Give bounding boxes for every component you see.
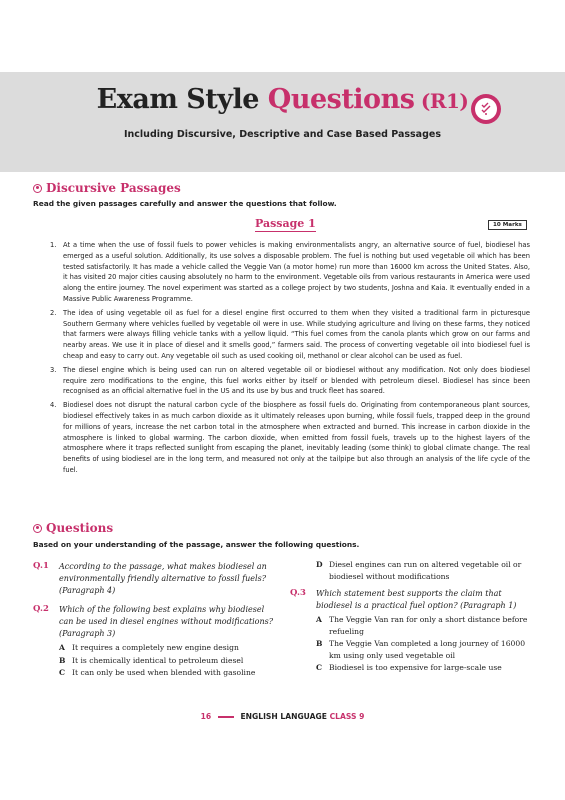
questions-left-column	[33, 561, 278, 685]
question-number: Q.1	[33, 561, 49, 571]
questions-heading-text: Questions	[46, 521, 114, 535]
passage-paragraphs	[48, 240, 530, 479]
question-text: Which statement best supports the claim that biodiesel is a practical fuel option? (Paragraph 1)	[316, 589, 517, 611]
paragraph-text: At a time when the use of fossil fuels to power vehicles is making environmentalists angry, an alternative source of fuel, biodiesel has emerged as a useful solution. Additionally, its use solves a disposable problem. The fuel is nothing but used vegetable oil which has been tested satisfactorily. It has made a vehicle called the Veggie Van (a motor home) run more than 16000 km across the United States. Also, it has visited 20 major cities causing absolutely no harm to the environment. Vegetable oils from various restaurants in America were used along the entire journey. The novel experiment was started as a college project by two students, Joshna and Kaia. It eventually ended in a Massive Public Awareness Programme.	[63, 241, 530, 303]
question-item	[33, 561, 278, 598]
question-text: According to the passage, what makes biodiesel an environmentally friendly alternative to fossil fuels? (Paragraph 4)	[59, 562, 267, 596]
option-c	[59, 667, 278, 679]
option-list	[59, 642, 278, 679]
paragraph-text: Biodiesel does not disrupt the natural carbon cycle of the biosphere as fossil fuels do. Originating from contemporaneous plant sources, biodiesel effectively takes in as much carbon dioxide as it ultimately releases upon burning, while fossil fuels, trapped deep in the ground for millions of years, increase the net carbon total in the atmosphere when extracted and burned. This increase in carbon dioxide in the atmosphere is linked to global warming. The carbon dioxide, when emitted from fossil fuels, travels up to the highest layers of the atmosphere where it traps reflected sunlight from escaping the planet, inevitably leading (some think) to global climate change. The real benefits of using biodiesel are in the long term, and measured not only at the tailpipe but also through an analysis of the life cycle of the fuel.	[63, 401, 530, 474]
option-text: The Veggie Van ran for only a short distance before refueling	[329, 615, 528, 636]
footer-subject: ENGLISH LANGUAGE	[240, 712, 327, 721]
option-text: Diesel engines can run on altered vegetable oil or biodiesel without modifications	[329, 560, 522, 581]
questions-heading	[33, 521, 113, 535]
paragraph	[48, 240, 530, 305]
option-letter: A	[316, 615, 322, 625]
option-c	[316, 662, 535, 674]
section-bullet-icon	[33, 184, 42, 193]
option-letter: D	[316, 560, 323, 569]
option-b	[316, 638, 535, 661]
option-text: The Veggie Van completed a long journey of 16000 km using only used vegetable oil	[329, 639, 526, 660]
questions-right-column	[290, 557, 535, 680]
option-a	[316, 614, 535, 637]
question-item	[33, 604, 278, 679]
option-b	[59, 655, 278, 667]
option-letter: A	[59, 643, 65, 653]
paragraph-text: The idea of using vegetable oil as fuel for a diesel engine first occurred to them when they visited a traditional farm in picturesque Southern Germany where vehicles fuelled by vegetable oil were in use. While studying agriculture and living on these farms, they noticed that farmers were always filling vehicle tanks with a yellow liquid. “This fuel comes from the canola plants which grow on our farms and nearby areas. We use it in place of diesel and it smells good,” farmers said. The process of converting vegetable oil into biodiesel fuel is cheap and easy to carry out. Any vegetable oil such as used cooking oil, methanol or clear alcohol can be used as fuel.	[63, 308, 530, 360]
option-text: It is chemically identical to petroleum diesel	[72, 655, 244, 665]
footer-class: CLASS 9	[329, 712, 365, 721]
option-text: Biodiesel is too expensive for large-scale use	[329, 663, 502, 673]
paragraph-number: 3.	[50, 365, 57, 374]
option-list	[290, 559, 535, 582]
option-d	[316, 559, 535, 582]
question-number: Q.2	[33, 603, 49, 614]
title-suffix: (R1)	[414, 89, 469, 113]
paragraph	[48, 400, 530, 476]
header-banner	[0, 72, 565, 172]
option-text: It requires a completely new engine design	[72, 643, 239, 653]
option-a	[59, 642, 278, 654]
discursive-heading-text: Discursive Passages	[46, 181, 181, 195]
option-letter: B	[59, 655, 66, 665]
paragraph-number: 1.	[50, 241, 57, 249]
question-item	[290, 588, 535, 674]
title-accent: Questions	[267, 84, 415, 115]
checklist-badge-icon	[471, 94, 501, 124]
page-subtitle: Including Discursive, Descriptive and Case Based Passages	[124, 129, 441, 140]
footer-divider	[218, 716, 234, 718]
paragraph-text: The diesel engine which is being used can run on altered vegetable oil or biodiesel without any modification. Not only does biodiesel require zero modifications to the engine, this fuel works either by itself or blended with petroleum diesel. Biodiesel has since been recognised as an official alternative fuel in the US and its use by bus and truck fleet has soared.	[63, 365, 530, 396]
page-footer	[0, 712, 565, 721]
option-letter: B	[316, 639, 323, 649]
page-number: 16	[200, 712, 212, 721]
paragraph	[48, 308, 530, 362]
passage-title: Passage 1	[255, 217, 316, 230]
questions-instruction: Based on your understanding of the passage, answer the following questions.	[33, 540, 360, 549]
option-letter: C	[316, 663, 323, 673]
section-bullet-icon	[33, 524, 42, 533]
discursive-heading	[33, 181, 181, 195]
discursive-instruction: Read the given passages carefully and answer the questions that follow.	[33, 199, 337, 208]
paragraph-number: 4.	[50, 401, 57, 410]
option-letter: C	[59, 668, 66, 678]
marks-badge: 10 Marks	[488, 220, 527, 230]
title-main: Exam Style	[96, 84, 268, 115]
question-text: Which of the following best explains why biodiesel can be used in diesel engines without modifications? (Paragraph 3)	[59, 604, 274, 639]
question-number: Q.3	[290, 588, 306, 598]
paragraph	[48, 365, 530, 397]
option-text: It can only be used when blended with gasoline	[72, 668, 256, 678]
option-list	[316, 614, 535, 674]
paragraph-number: 2.	[50, 308, 57, 317]
